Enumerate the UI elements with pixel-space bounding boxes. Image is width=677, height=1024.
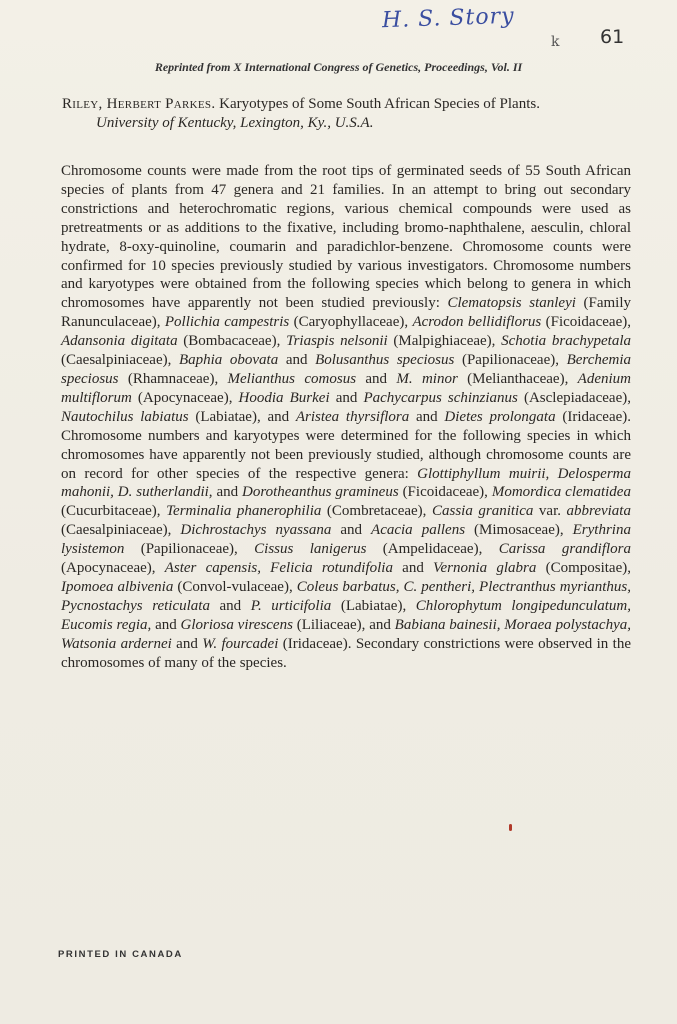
body-text: (Family Ranunculaceae), xyxy=(61,295,632,331)
body-text: and xyxy=(356,370,397,387)
species-name: Aster capensis, Felicia rotundifolia xyxy=(164,560,393,577)
body-text: (Caesalpiniaceae), xyxy=(61,522,181,539)
species-name: Dietes prolongata xyxy=(444,408,556,425)
species-name: M. minor xyxy=(396,370,458,387)
body-text: (Compositae), xyxy=(536,560,631,577)
body-text: and xyxy=(278,352,316,369)
species-name: Pollichia campestris xyxy=(164,314,290,331)
body-text: (Caesalpiniaceae), xyxy=(61,352,179,369)
body-text: (Iridaceae). Chromosome numbers and karyotypes were determined for the following species in which chromosomes have apparently not been previously studied, although chromosome counts are on record for other species of the respective genera: xyxy=(61,408,632,482)
species-name: Coleus barbatus, C. pentheri, Plectranthus myrianthus, Pycnostachys reticulata xyxy=(61,578,631,614)
species-name: Adansonia digitata xyxy=(61,333,178,350)
body-text: Chromosome counts were made from the root tips of germinated seeds of 55 South African species of plants from 47 genera and 21 families. In an attempt to bring out secondary constrictions and heterochromatic regions, various chemical compounds were used as pretreatments or as additions to the fixative, including bromo-naphthalene, aesculin, chloral hydrate, 8-oxy-quinoline, coumarin and paradichlor-benzene. Chromosome counts were confirmed for 10 species previously studied by various investigators. Chromosome numbers and karyotypes were obtained from the following species which belong to genera in which chromosomes have apparently not been studied previously: xyxy=(61,163,631,312)
body-text: (Apocynaceae), xyxy=(61,560,165,577)
species-name: Cassia granitica xyxy=(431,503,534,520)
species-name: Momordica clematidea xyxy=(491,484,631,501)
species-name: Hoodia Burkei xyxy=(238,389,330,406)
species-name: Schotia brachypetala xyxy=(501,333,632,350)
species-name: Babiana bainesii, Moraea polystachya, Watsonia ardernei xyxy=(61,616,631,652)
reprint-line: Reprinted from X International Congress of Genetics, Proceedings, Vol. II xyxy=(154,60,523,74)
body-text: and xyxy=(409,408,445,425)
body-text: (Papilionaceae), xyxy=(124,541,255,558)
species-name: Ipomoea albivenia xyxy=(61,578,174,595)
body-text: (Bombacaceae), xyxy=(177,333,287,350)
species-name: W. fourcadei xyxy=(202,635,279,652)
body-text: (Malpighiaceae), xyxy=(387,333,502,350)
body-text: (Liliaceae), and xyxy=(292,616,395,633)
body-text: (Labiatae), and xyxy=(188,408,296,425)
body-text: (Ampelidaceae), xyxy=(366,541,499,558)
body-text: (Cucurbitaceae), xyxy=(61,503,167,520)
body-text: and xyxy=(171,635,203,652)
body-text: and xyxy=(331,522,372,539)
article-header xyxy=(62,95,642,133)
body-text: and xyxy=(329,389,364,406)
article-title: Karyotypes of Some South African Species of Plants. xyxy=(219,96,540,112)
printed-in-label: PRINTED IN CANADA xyxy=(58,949,183,960)
body-text: and xyxy=(209,597,251,614)
body-text: (Melianthaceae), xyxy=(457,370,578,387)
abstract-body xyxy=(61,162,631,672)
body-text: (Iridaceae). Secondary constrictions were observed in the chromosomes of many of the species. xyxy=(61,635,631,671)
body-text: (Asclepiadaceae), xyxy=(517,389,631,406)
species-name: abbreviata xyxy=(566,503,631,520)
body-text: (Ficoidaceae), xyxy=(541,314,631,331)
species-name: P. urticifolia xyxy=(250,597,332,614)
species-name: Chlorophytum longipedunculatum, Eucomis regia, xyxy=(61,597,631,633)
species-name: Cissus lanigerus xyxy=(254,541,367,558)
species-name: Pachycarpus schinzianus xyxy=(363,389,518,406)
species-name: Dichrostachys nyassana xyxy=(180,522,332,539)
page-number: 61 xyxy=(600,26,625,48)
species-name: Berchemia speciosus xyxy=(61,352,632,387)
body-text: (Labiatae), xyxy=(331,597,416,614)
species-name: Vernonia glabra xyxy=(433,560,537,577)
body-text: (Apocynaceae), xyxy=(131,389,239,406)
body-text: and xyxy=(151,616,181,633)
species-name: Clematopsis stanleyi xyxy=(447,295,576,312)
body-text: (Papilionaceae), xyxy=(454,352,567,369)
species-name: Gloriosa virescens xyxy=(180,616,293,633)
species-name: Glottiphyllum muirii, Delosperma mahonii, D. sutherlandii, xyxy=(61,465,631,501)
species-name: Nautochilus labiatus xyxy=(61,408,189,425)
ink-spot xyxy=(509,824,512,831)
species-name: Melianthus comosus xyxy=(227,370,357,387)
species-name: Erythrina lysistemon xyxy=(61,522,631,558)
body-text: (Rhamnaceae), xyxy=(118,370,228,387)
species-name: Triaspis nelsonii xyxy=(286,333,388,350)
body-text: and xyxy=(212,484,242,501)
species-name: Acacia pallens xyxy=(371,522,466,539)
species-name: Adenium multiflorum xyxy=(61,370,631,406)
species-name: Dorotheanthus gramineus xyxy=(242,484,399,501)
species-name: Acrodon bellidiflorus xyxy=(412,314,542,331)
species-name: Bolusanthus speciosus xyxy=(315,352,455,369)
author-affiliation: University of Kentucky, Lexington, Ky., U.S.A. xyxy=(96,115,374,131)
body-text: (Combretaceae), xyxy=(321,503,432,520)
body-text: (Caryophyllaceae), xyxy=(289,314,413,331)
body-text: var. xyxy=(533,503,567,520)
body-text: (Ficoidaceae), xyxy=(398,484,492,501)
species-name: Terminalia phanerophilia xyxy=(166,503,322,520)
species-name: Carissa grandiflora xyxy=(498,541,631,558)
species-name: Baphia obovata xyxy=(178,352,279,369)
body-text: (Convol-vulaceae), xyxy=(173,578,297,595)
author-name: Riley, Herbert Parkes. xyxy=(62,96,216,112)
handwritten-signature: H. S. Story xyxy=(381,3,515,34)
handwritten-mark: k xyxy=(551,34,560,50)
body-text: (Mimosaceae), xyxy=(465,522,573,539)
species-name: Aristea thyrsiflora xyxy=(295,408,410,425)
body-text: and xyxy=(392,560,434,577)
